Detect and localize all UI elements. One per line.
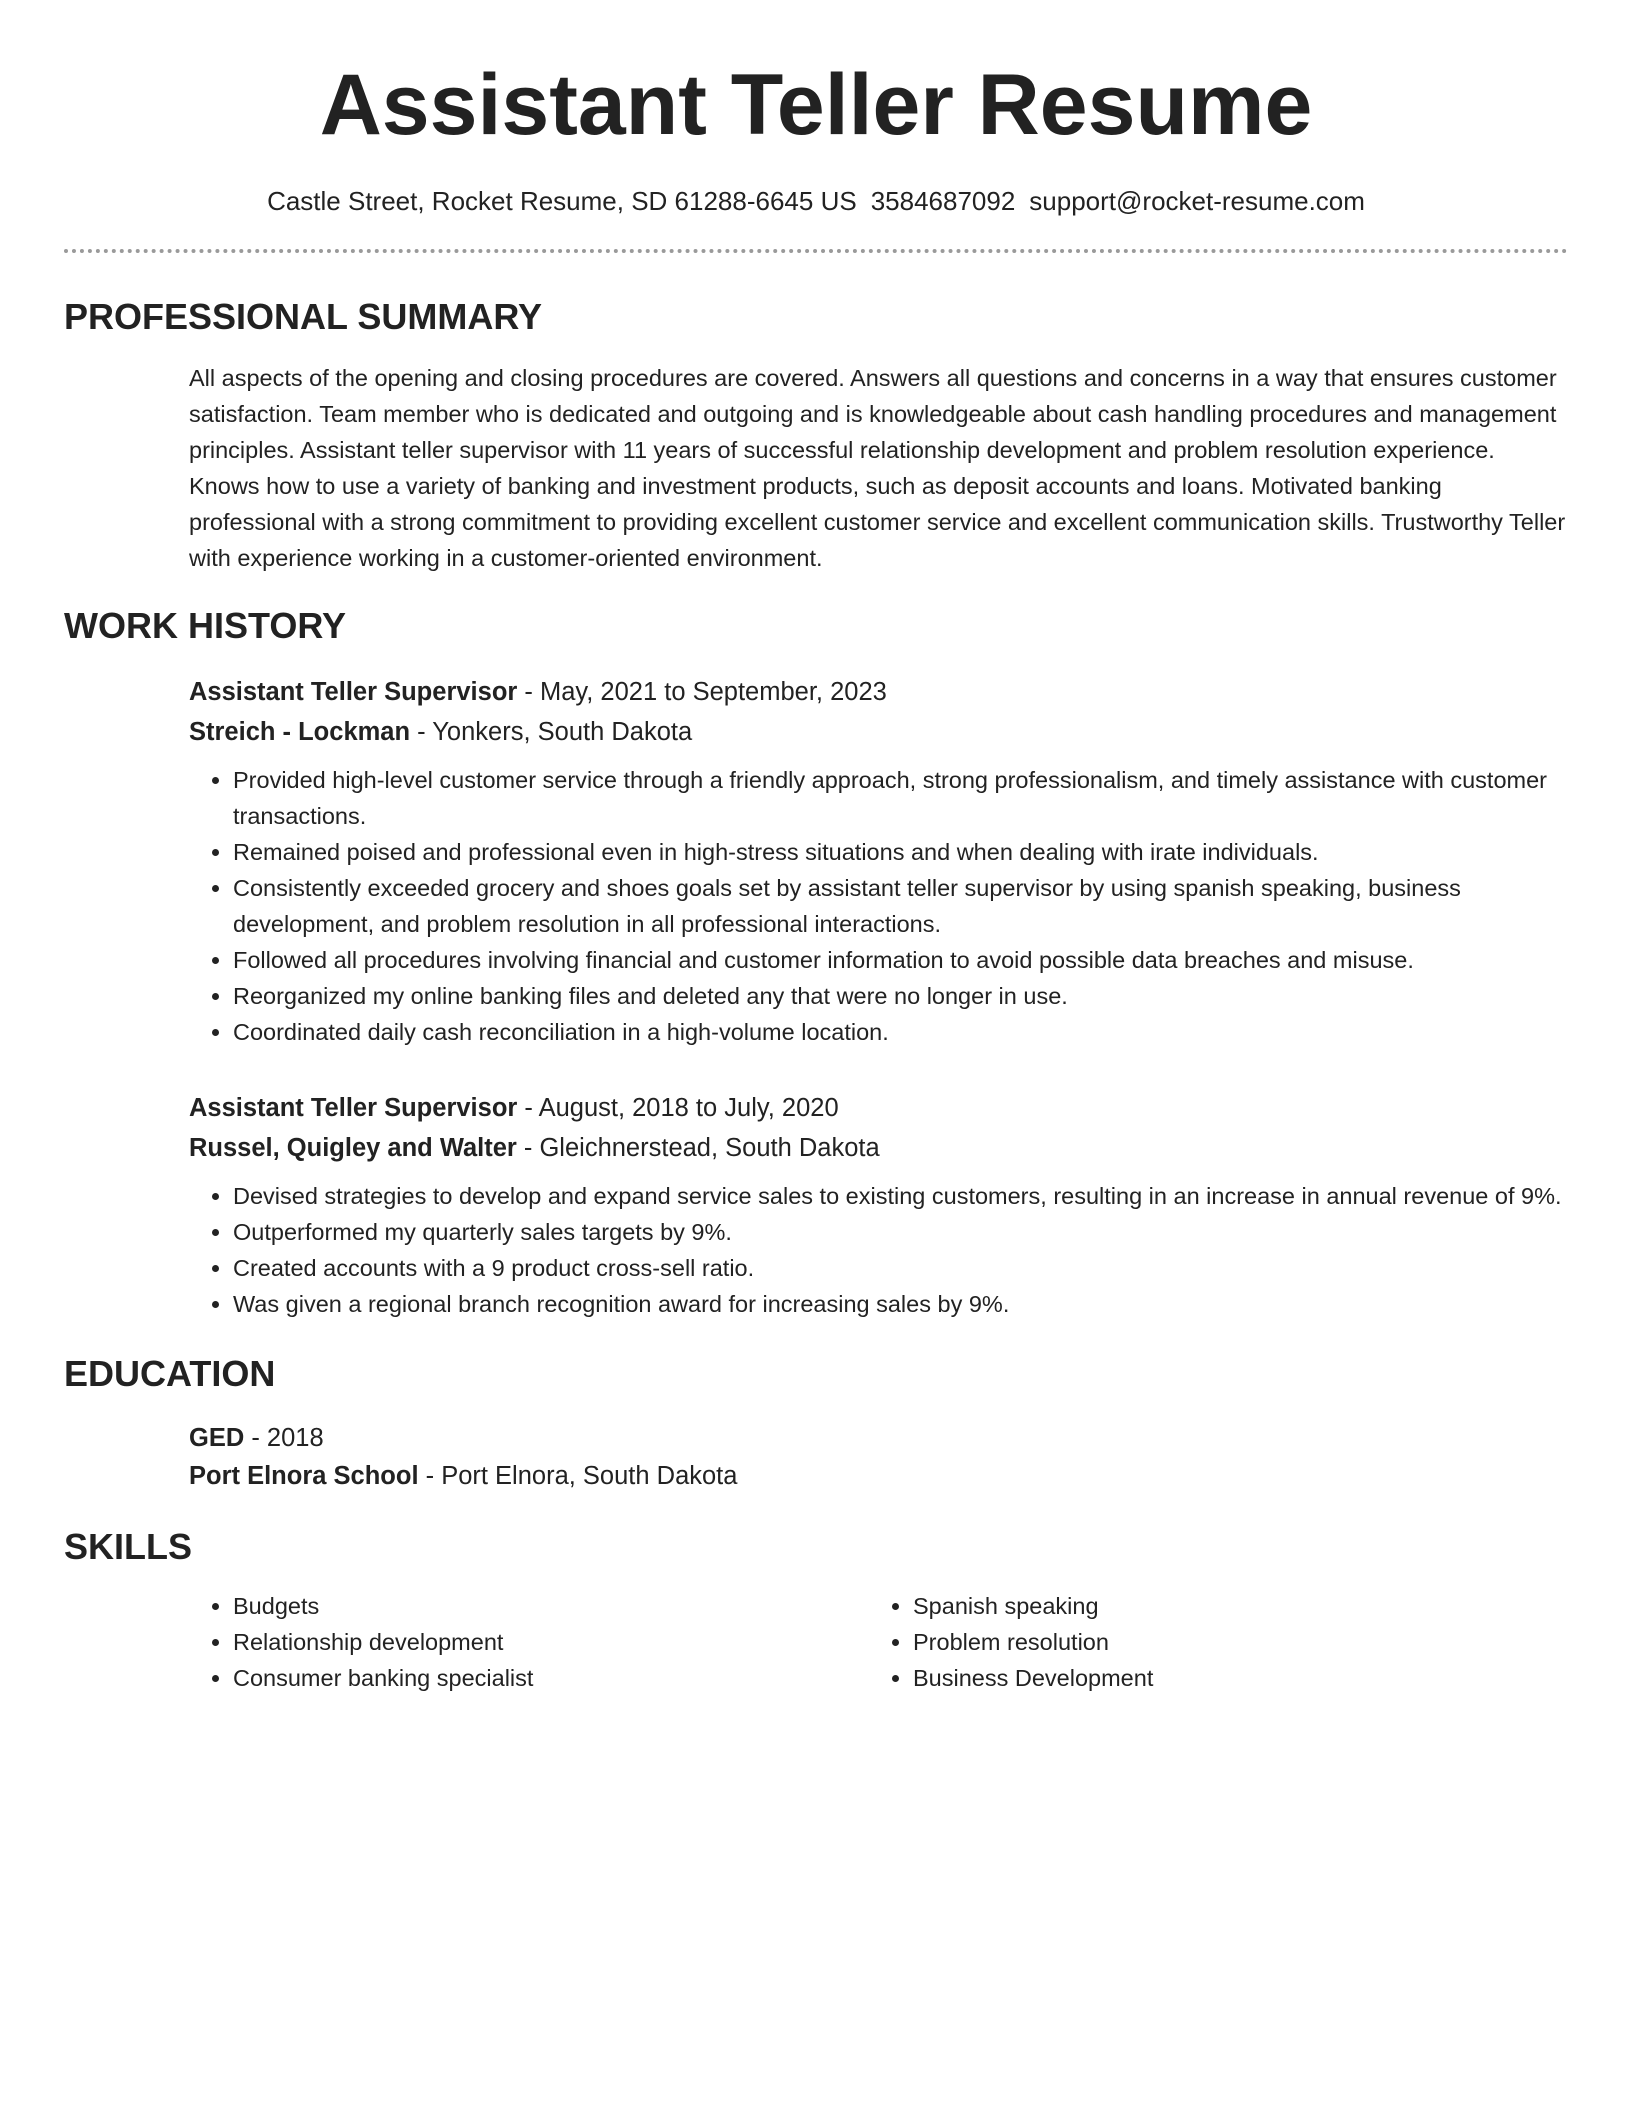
job-title: Assistant Teller Supervisor <box>189 677 518 706</box>
skills-list <box>189 1588 1568 1696</box>
education-school: Port Elnora School <box>189 1461 419 1490</box>
skills-heading: SKILLS <box>64 1525 193 1567</box>
list-item: • Consistently exceeded grocery and shoes goals set by assistant teller supervisor by using spanish speaking, business development, and problem resolution in all professional interactions. <box>233 870 1568 942</box>
job-location: - Yonkers, South Dakota <box>410 717 693 746</box>
job-bullets <box>189 762 1568 1050</box>
list-item: • Reorganized my online banking files and deleted any that were no longer in use. <box>233 978 1568 1014</box>
summary-heading: PROFESSIONAL SUMMARY <box>64 296 543 338</box>
header-divider <box>64 249 1568 253</box>
job-title: Assistant Teller Supervisor <box>189 1093 518 1122</box>
list-item: • Followed all procedures involving financial and customer information to avoid possible data breaches and misuse. <box>233 942 1568 978</box>
education-school-line <box>189 1457 1568 1495</box>
job-dates: - August, 2018 to July, 2020 <box>517 1093 839 1122</box>
skill-item: • Problem resolution <box>913 1624 1549 1660</box>
list-item: • Devised strategies to develop and expand service sales to existing customers, resulting in an increase in annual revenue of 9%. <box>233 1178 1568 1214</box>
skill-item: • Consumer banking specialist <box>233 1660 869 1696</box>
job-company: Russel, Quigley and Walter <box>189 1133 517 1162</box>
skill-item: • Spanish speaking <box>913 1588 1549 1624</box>
job-bullets <box>189 1178 1568 1322</box>
education-degree: GED <box>189 1423 245 1452</box>
summary-text: All aspects of the opening and closing procedures are covered. Answers all questions and concerns in a way that ensures customer satisfaction. Team member who is dedicated and outgoing and is knowledgeable about cash handling procedures and management principles. Assistant teller supervisor with 11 years of successful relationship development and problem resolution experience. Knows how to use a variety of banking and investment products, such as deposit accounts and loans. Motivated banking professional with a strong commitment to providing excellent customer service and excellent communication skills. Trustworthy Teller with experience working in a customer-oriented environment. <box>189 365 1566 572</box>
contact-email: support@rocket-resume.com <box>1029 186 1365 216</box>
job-dates: - May, 2021 to September, 2023 <box>517 677 887 706</box>
skills-column-right <box>869 1588 1549 1696</box>
list-item: • Provided high-level customer service through a friendly approach, strong professionalism, and timely assistance with customer transactions. <box>233 762 1568 834</box>
job-title-line <box>189 1088 1568 1128</box>
contact-phone: 3584687092 <box>870 186 1016 216</box>
job-entry <box>189 1088 1568 1322</box>
resume-page <box>64 0 1568 1696</box>
skill-item: • Budgets <box>233 1588 869 1624</box>
work-history-heading: WORK HISTORY <box>64 605 347 647</box>
contact-address: Castle Street, Rocket Resume, SD 61288-6645 US <box>267 186 857 216</box>
job-company-line <box>189 712 1568 752</box>
list-item: • Was given a regional branch recognition award for increasing sales by 9%. <box>233 1286 1568 1322</box>
list-item: • Remained poised and professional even in high-stress situations and when dealing with irate individuals. <box>233 834 1568 870</box>
list-item: • Coordinated daily cash reconciliation in a high-volume location. <box>233 1014 1568 1050</box>
skills-column-left <box>189 1588 869 1696</box>
job-entry <box>189 672 1568 1050</box>
job-company-line <box>189 1128 1568 1168</box>
skill-item: • Business Development <box>913 1660 1549 1696</box>
education-location: - Port Elnora, South Dakota <box>418 1461 738 1490</box>
contact-line <box>64 186 1568 217</box>
education-heading: EDUCATION <box>64 1352 276 1394</box>
education-entry <box>189 1419 1568 1495</box>
education-year: - 2018 <box>244 1423 324 1452</box>
job-company: Streich - Lockman <box>189 717 411 746</box>
list-item: • Outperformed my quarterly sales targets by 9%. <box>233 1214 1568 1250</box>
resume-title: Assistant Teller Resume <box>319 57 1313 153</box>
education-degree-line <box>189 1419 1568 1457</box>
job-location: - Gleichnerstead, South Dakota <box>516 1133 880 1162</box>
skill-item: • Relationship development <box>233 1624 869 1660</box>
list-item: • Created accounts with a 9 product cross-sell ratio. <box>233 1250 1568 1286</box>
job-title-line <box>189 672 1568 712</box>
